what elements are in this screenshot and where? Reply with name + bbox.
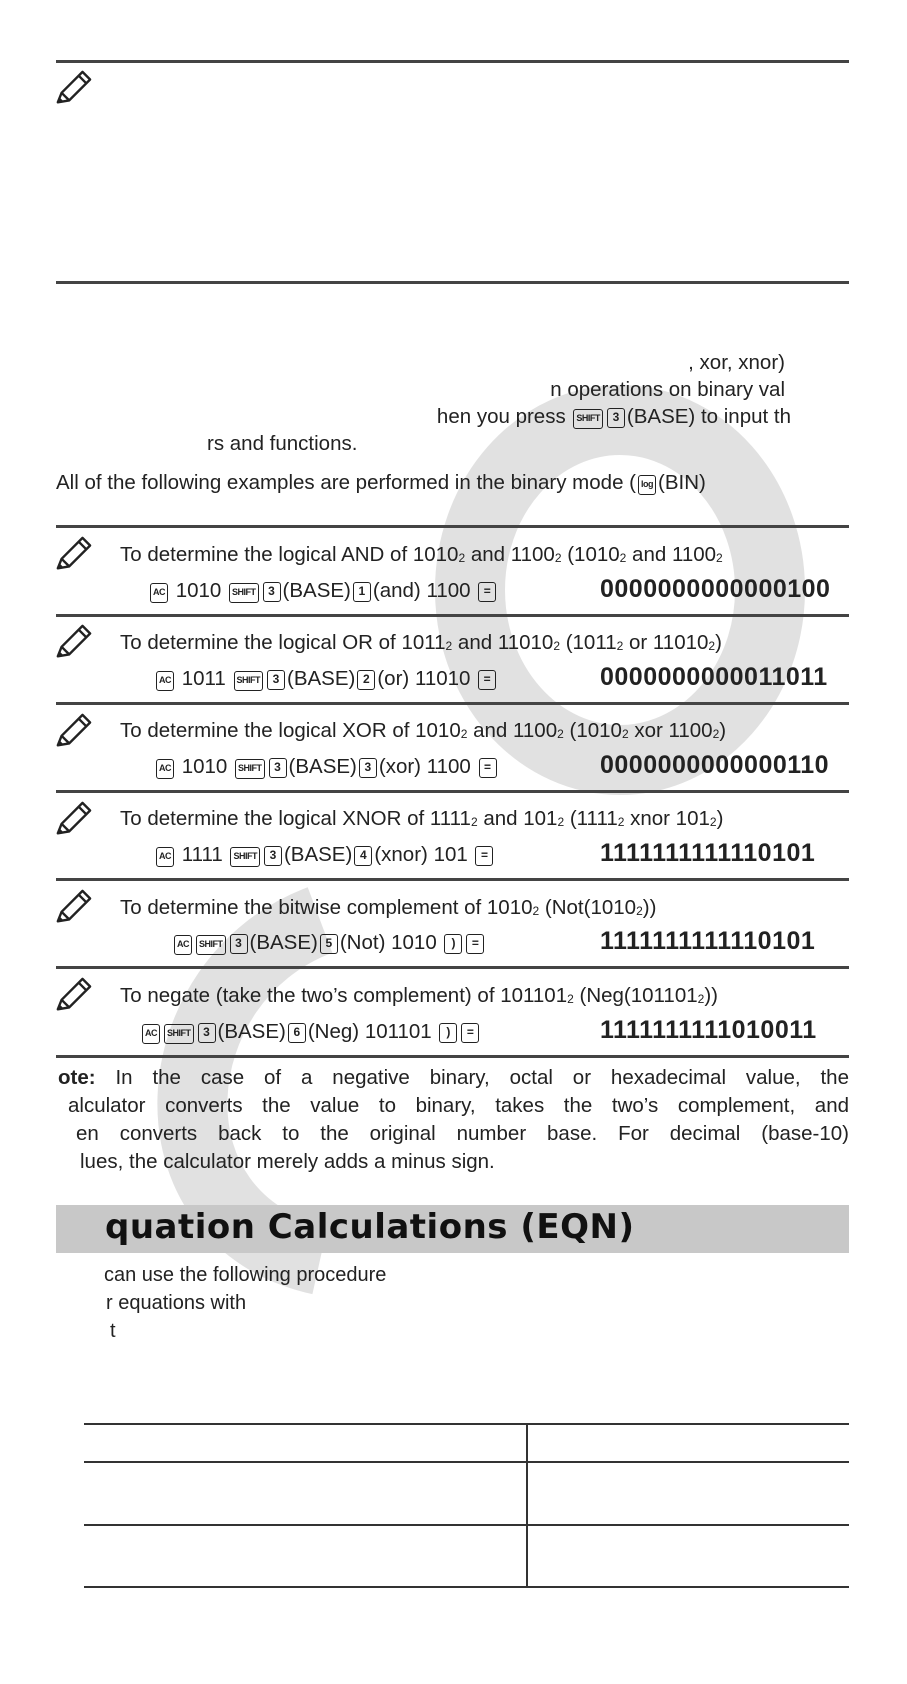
op-key: 1: [353, 582, 371, 602]
shift-key: SHIFT: [164, 1024, 194, 1044]
example-result: 0000000000000100: [600, 575, 831, 603]
pencil-icon: [54, 70, 92, 108]
pencil-icon: [54, 713, 92, 751]
shift-key: SHIFT: [235, 759, 265, 779]
equals-key: =: [461, 1023, 479, 1043]
intro-line-3: [437, 405, 791, 429]
example-keystrokes: AC SHIFT 3 (BASE) 5 (Not) 1010 ) =: [172, 931, 486, 955]
shift-key: SHIFT: [573, 409, 603, 429]
example-result: 1111111111110101: [600, 927, 816, 955]
example-description: To determine the bitwise complement of 10102 (Not(10102)): [120, 896, 657, 919]
op-key: 3: [359, 758, 377, 778]
example-description: To determine the logical XOR of 10102 and 11002 (10102 xor 11002): [120, 719, 727, 742]
paren-key: ): [439, 1023, 457, 1043]
table-rule: [84, 1586, 849, 1588]
example-description: To determine the logical OR of 10112 and 110102 (10112 or 110102): [120, 631, 722, 654]
shift-key: SHIFT: [196, 935, 226, 955]
three-key: 3: [230, 934, 248, 954]
equals-key: =: [478, 582, 496, 602]
section-line-1: can use the following procedure: [104, 1264, 387, 1286]
equals-key: =: [479, 758, 497, 778]
op-key: 5: [320, 934, 338, 954]
note-line-2: alculator converts the value to binary, takes the two’s complement, and: [68, 1094, 849, 1117]
example-keystrokes: AC 1011 SHIFT 3 (BASE) 2 (or) 11010 =: [154, 667, 498, 691]
three-key: 3: [267, 670, 285, 690]
note-line-1: ote: In the case of a negative binary, octal or hexadecimal value, the: [58, 1066, 849, 1089]
ac-key: AC: [156, 671, 174, 691]
mode-suffix: (BIN): [658, 471, 706, 494]
example-rule: [56, 878, 849, 881]
example-rule: [56, 702, 849, 705]
table-rule: [84, 1524, 849, 1526]
note-label: ote:: [58, 1066, 96, 1089]
three-key: 3: [263, 582, 281, 602]
pencil-icon: [54, 536, 92, 574]
example-result: 0000000000011011: [600, 663, 828, 691]
section-line-2: r equations with: [106, 1292, 247, 1314]
example-keystrokes: AC 1111 SHIFT 3 (BASE) 4 (xnor) 101 =: [154, 843, 495, 867]
intro-line-4: rs and functions.: [207, 432, 358, 455]
ac-key: AC: [150, 583, 168, 603]
top-rule: [56, 60, 849, 63]
pencil-icon: [54, 624, 92, 662]
paren-key: ): [444, 934, 462, 954]
example-description: To negate (take the two’s complement) of 1011012 (Neg(1011012)): [120, 984, 718, 1007]
example-keystrokes: AC 1010 SHIFT 3 (BASE) 3 (xor) 1100 =: [154, 755, 499, 779]
shift-key: SHIFT: [229, 583, 259, 603]
table-rule: [84, 1423, 849, 1425]
section-title: quation Calculations (EQN): [105, 1207, 635, 1247]
box-bottom-rule: [56, 281, 849, 284]
intro-line-1: , xor, xnor): [688, 351, 785, 374]
table-column-divider: [526, 1423, 528, 1588]
equals-key: =: [475, 846, 493, 866]
log-key: log: [638, 475, 656, 495]
note-line-4: lues, the calculator merely adds a minus sign.: [80, 1150, 495, 1173]
three-key: 3: [607, 408, 625, 428]
binary-mode-line: [56, 471, 706, 495]
equals-key: =: [466, 934, 484, 954]
example-rule: [56, 614, 849, 617]
shift-key: SHIFT: [234, 671, 264, 691]
example-result: 1111111111110101: [600, 839, 816, 867]
shift-key: SHIFT: [230, 847, 260, 867]
ac-key: AC: [142, 1024, 160, 1044]
pencil-icon: [54, 977, 92, 1015]
intro-line-2: n operations on binary val: [550, 378, 785, 401]
op-key: 2: [357, 670, 375, 690]
equals-key: =: [478, 670, 496, 690]
op-key: 4: [354, 846, 372, 866]
example-description: To determine the logical XNOR of 11112 and 1012 (11112 xnor 1012): [120, 807, 724, 830]
pencil-icon: [54, 801, 92, 839]
ac-key: AC: [174, 935, 192, 955]
example-description: To determine the logical AND of 10102 and 11002 (10102 and 11002: [120, 543, 723, 566]
op-key: 6: [288, 1023, 306, 1043]
example-result: 1111111111010011: [600, 1016, 817, 1044]
mode-prefix: All of the following examples are performed in the binary mode (: [56, 471, 636, 494]
three-key: 3: [264, 846, 282, 866]
example-result: 0000000000000110: [600, 751, 830, 779]
examples-bottom-rule: [56, 1055, 849, 1058]
intro-line-3-text: (BASE) to input th: [626, 405, 791, 428]
three-key: 3: [269, 758, 287, 778]
note-line-3: en converts back to the original number base. For decimal (base-10): [76, 1122, 849, 1145]
example-keystrokes: AC SHIFT 3 (BASE) 6 (Neg) 101101 ) =: [140, 1020, 481, 1044]
example-rule: [56, 966, 849, 969]
example-keystrokes: AC 1010 SHIFT 3 (BASE) 1 (and) 1100 =: [148, 579, 498, 603]
ac-key: AC: [156, 759, 174, 779]
example-rule: [56, 525, 849, 528]
ac-key: AC: [156, 847, 174, 867]
three-key: 3: [198, 1023, 216, 1043]
pencil-icon: [54, 889, 92, 927]
section-line-3: t: [110, 1320, 116, 1342]
intro-line-3-prefix: hen you press: [436, 405, 566, 428]
example-rule: [56, 790, 849, 793]
table-rule: [84, 1461, 849, 1463]
